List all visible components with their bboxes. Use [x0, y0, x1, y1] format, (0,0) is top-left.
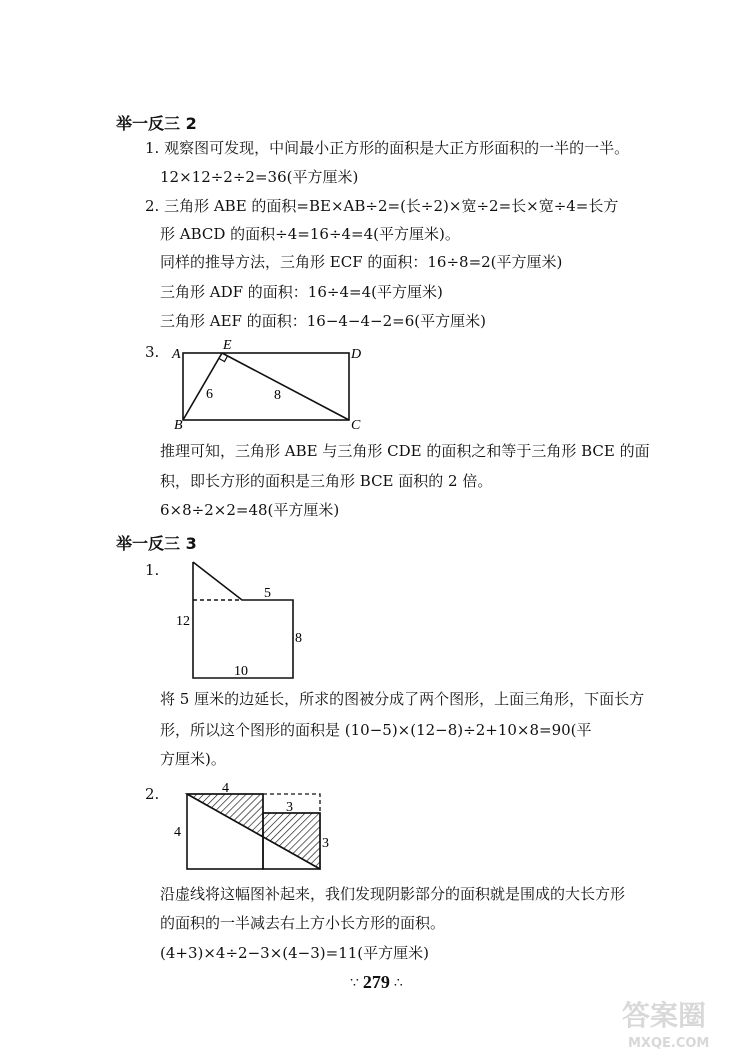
shaded-region-figure [170, 778, 340, 878]
page-number: 279 [362, 972, 390, 992]
section-heading-2: 举一反三 2 [116, 114, 197, 133]
length-left-4: 4 [174, 825, 181, 840]
section-heading-3: 举一反三 3 [116, 534, 197, 553]
question-1-number: 1. [145, 561, 160, 579]
length-8: 8 [295, 631, 302, 646]
answer-2-line3: 同样的推导方法，三角形 ECF 的面积：16÷8=2(平方厘米) [160, 253, 563, 271]
label-c: C [351, 418, 361, 433]
answer-3-calc: 6×8÷2×2=48(平方厘米) [160, 501, 340, 519]
length-5: 5 [264, 586, 271, 601]
answer-2-line5: 三角形 AEF 的面积：16−4−4−2=6(平方厘米) [160, 312, 486, 330]
question-1-line1: 将 5 厘米的边延长，所求的图被分成了两个图形，上面三角形，下面长方 [160, 690, 645, 708]
dots-left-icon: ∵ [350, 974, 359, 991]
answer-2-line4: 三角形 ADF 的面积：16÷4=4(平方厘米) [160, 283, 443, 301]
label-a: A [172, 347, 181, 362]
question-2-line1: 沿虚线将这幅图补起来，我们发现阴影部分的面积就是围成的大长方形 [160, 885, 626, 903]
label-e: E [223, 338, 232, 353]
question-1-line3: 方厘米)。 [160, 750, 226, 768]
question-2-line2: 的面积的一半减去右上方小长方形的面积。 [160, 914, 446, 932]
question-1-line2: 形，所以这个图形的面积是 (10−5)×(12−8)÷2+10×8=90(平 [160, 721, 592, 739]
page-footer [350, 972, 403, 993]
answer-2-line2: 形 ABCD 的面积÷4=16÷4=4(平方厘米)。 [160, 225, 460, 243]
answer-3-line2: 积，即长方形的面积是三角形 BCE 面积的 2 倍。 [160, 472, 493, 490]
answer-1-calc: 12×12÷2÷2=36(平方厘米) [160, 168, 359, 186]
question-2-number: 2. [145, 785, 160, 803]
length-top-4: 4 [222, 781, 229, 796]
label-b: B [174, 418, 183, 433]
question-2-calc: (4+3)×4÷2−3×(4−3)=11(平方厘米) [160, 944, 429, 962]
answer-3-line1: 推理可知，三角形 ABE 与三角形 CDE 的面积之和等于三角形 BCE 的面 [160, 442, 650, 460]
composite-shape-outline [193, 562, 293, 678]
length-mid-3: 3 [286, 800, 293, 815]
label-d: D [351, 347, 362, 362]
answer-3-number: 3. [145, 343, 160, 361]
dots-right-icon: ∴ [393, 974, 403, 991]
answer-1: 1. 观察图可发现，中间最小正方形的面积是大正方形面积的一半的一半。 [145, 139, 630, 157]
length-be: 6 [206, 387, 213, 402]
segment-be [183, 353, 222, 420]
answer-2-line1: 2. 三角形 ABE 的面积=BE×AB÷2=(长÷2)×宽÷2=长×宽÷4=长方 [145, 197, 619, 215]
rectangle-abcd-figure [170, 336, 370, 436]
length-right-3: 3 [322, 836, 329, 851]
length-ec: 8 [274, 388, 281, 403]
watermark-logo: 答案圈 [622, 999, 707, 1032]
composite-shape-figure [168, 556, 308, 684]
segment-ec [222, 353, 349, 420]
watermark-url: MXQE.COM [628, 1036, 710, 1051]
length-12: 12 [176, 614, 190, 629]
length-10: 10 [234, 664, 248, 679]
